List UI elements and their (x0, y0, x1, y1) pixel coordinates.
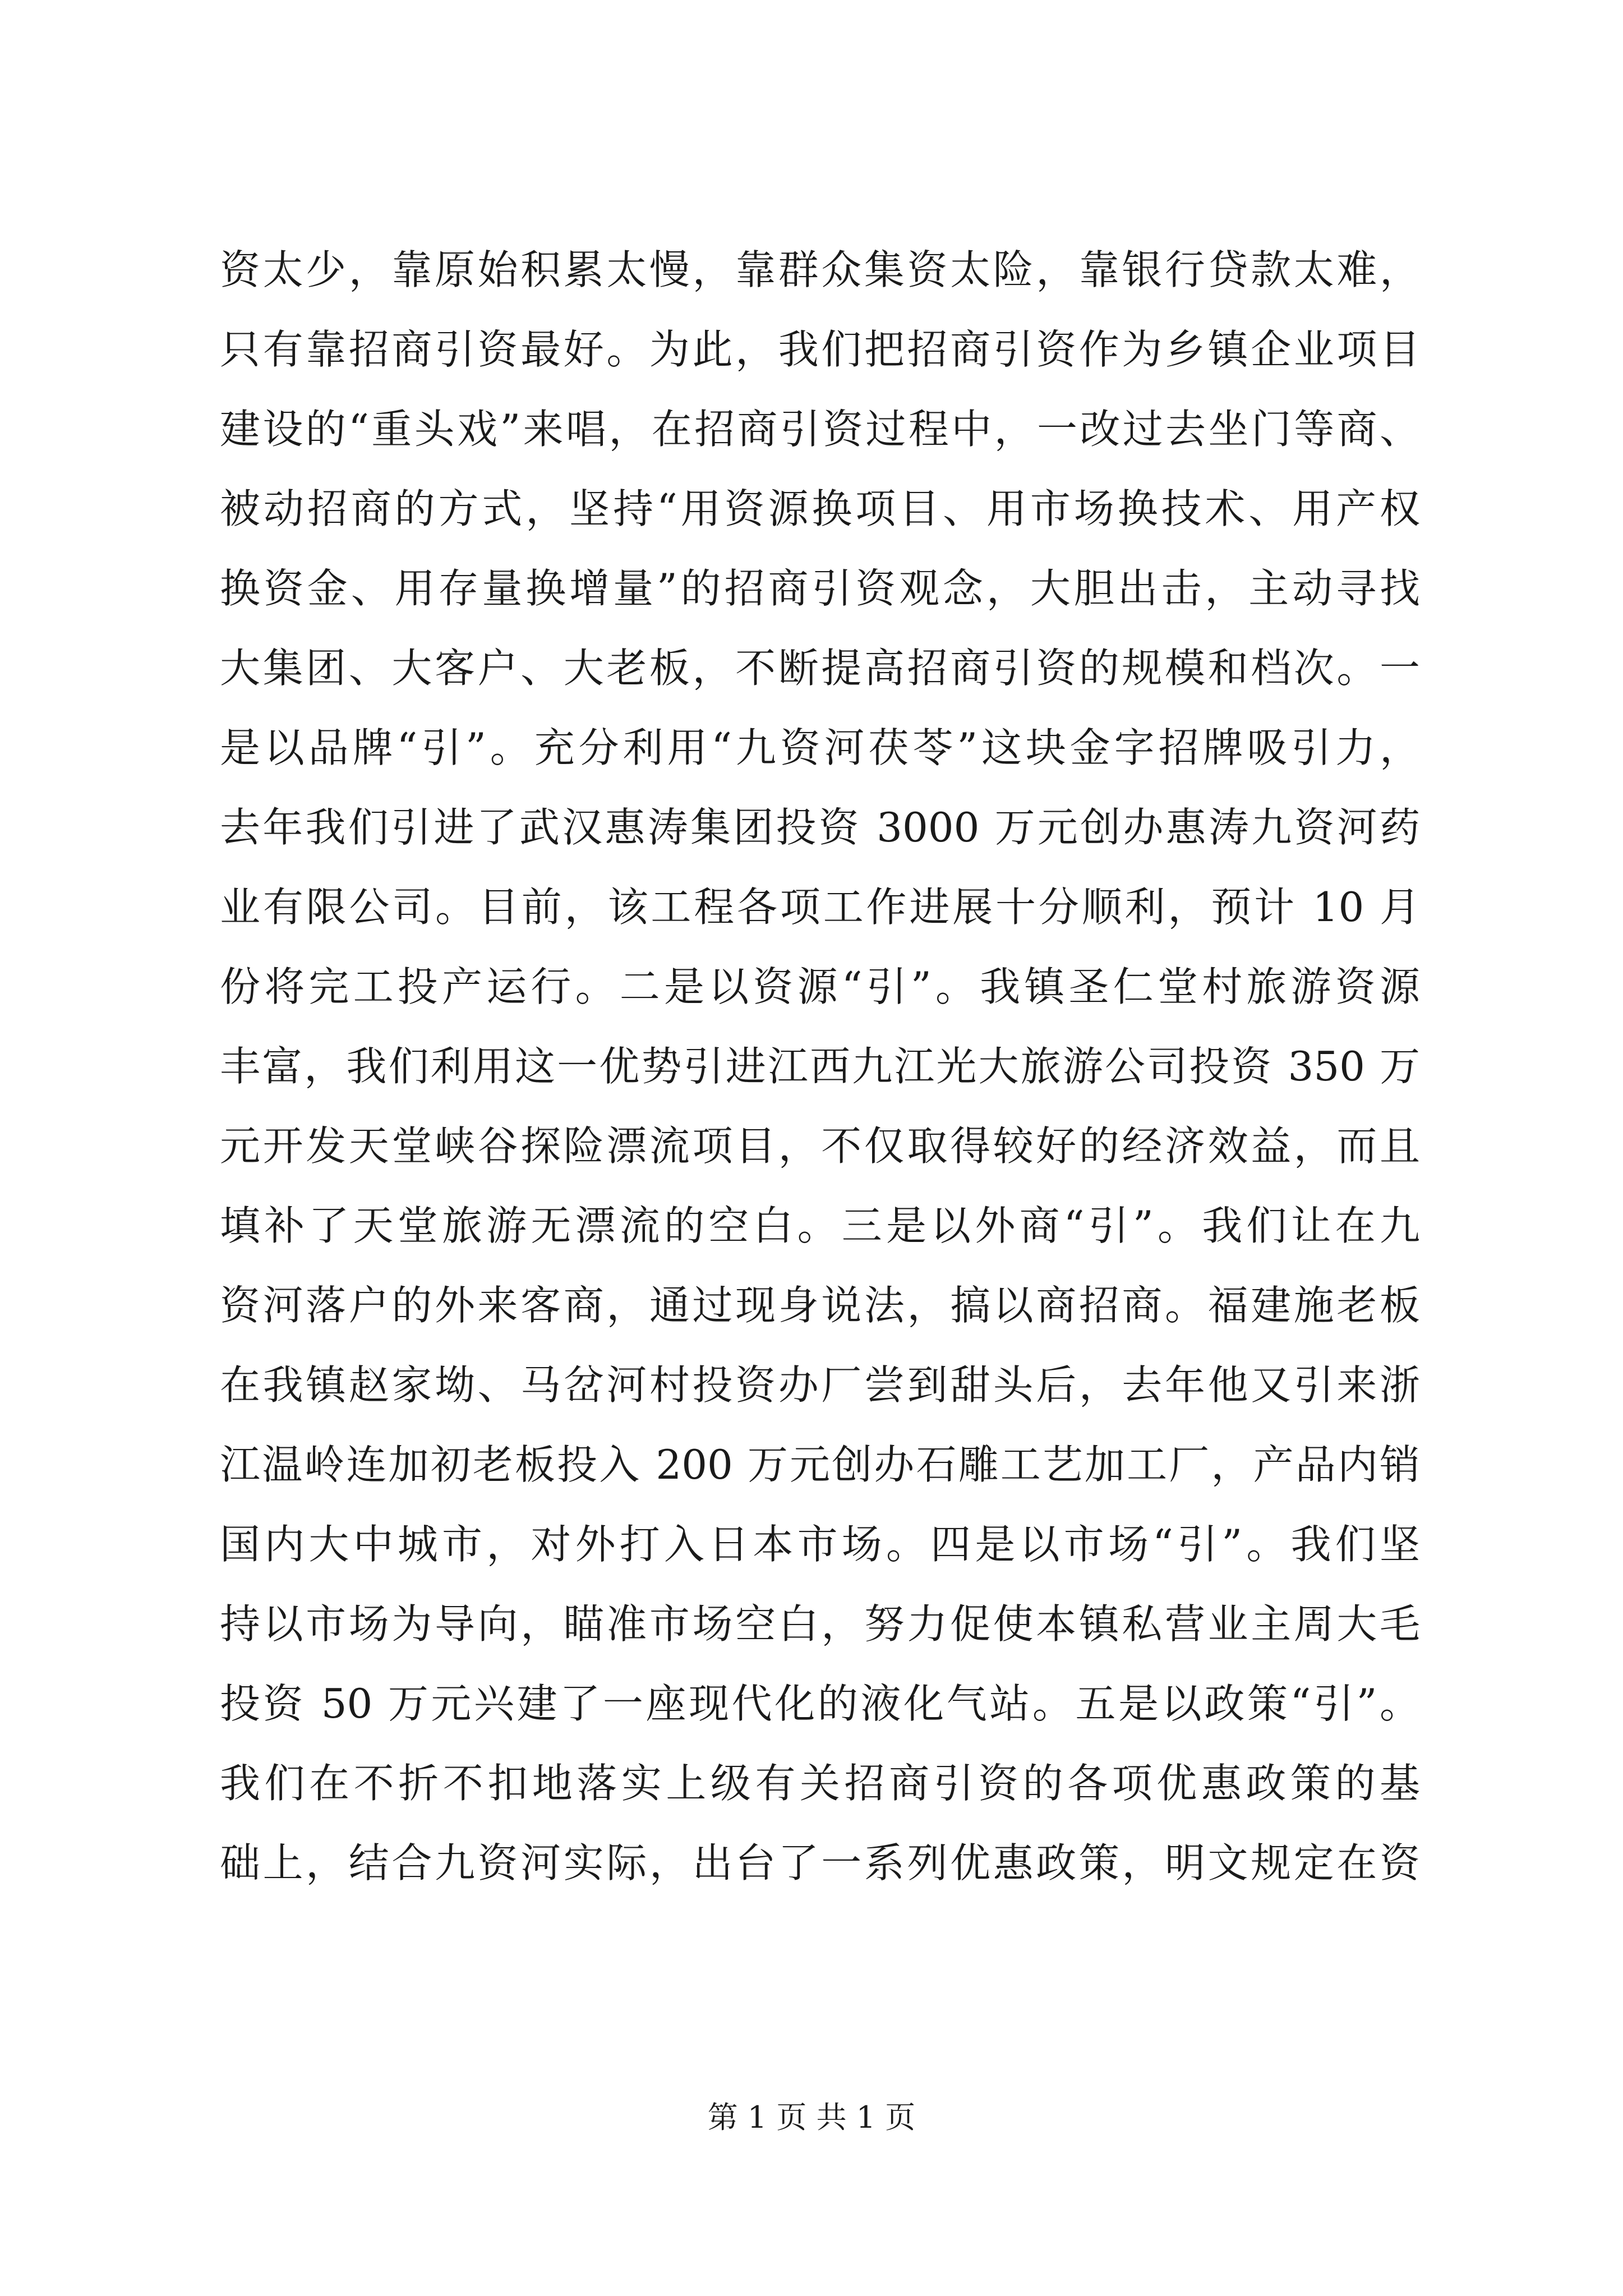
text-line: 填补了天堂旅游无漂流的空白。三是以外商“引”。我们让在九 (220, 1202, 1420, 1249)
text-line: 础上，结合九资河实际，出台了一系列优惠政策，明文规定在资 (220, 1839, 1420, 1887)
body-text (220, 230, 1420, 1903)
text-line: 是以品牌“引”。充分利用“九资河茯苓”这块金字招牌吸引力， (220, 724, 1420, 771)
text-line: 江温岭连加初老板投入 200 万元创办石雕工艺加工厂，产品内销 (220, 1441, 1420, 1488)
text-line: 投资 50 万元兴建了一座现代化的液化气站。五是以政策“引”。 (220, 1680, 1420, 1727)
text-line: 业有限公司。目前，该工程各项工作进展十分顺利，预计 10 月 (220, 884, 1420, 931)
page-number-label: 第 1 页 共 1 页 (707, 2100, 916, 2135)
text-line: 被动招商的方式，坚持“用资源换项目、用市场换技术、用产权 (220, 485, 1420, 532)
text-line: 资河落户的外来客商，通过现身说法，搞以商招商。福建施老板 (220, 1282, 1420, 1329)
page-footer (0, 2098, 1623, 2137)
text-line: 丰富，我们利用这一优势引进江西九江光大旅游公司投资 350 万 (220, 1043, 1420, 1090)
text-line: 换资金、用存量换增量”的招商引资观念，大胆出击，主动寻找 (220, 565, 1420, 612)
text-line: 资太少，靠原始积累太慢，靠群众集资太险，靠银行贷款太难， (220, 246, 1420, 293)
text-line: 大集团、大客户、大老板，不断提高招商引资的规模和档次。一 (220, 645, 1420, 692)
text-line: 去年我们引进了武汉惠涛集团投资 3000 万元创办惠涛九资河药 (220, 804, 1420, 851)
text-line: 元开发天堂峡谷探险漂流项目，不仅取得较好的经济效益，而且 (220, 1122, 1420, 1170)
text-line: 建设的“重头戏”来唱，在招商引资过程中，一改过去坐门等商、 (220, 406, 1420, 453)
text-line: 份将完工投产运行。二是以资源“引”。我镇圣仁堂村旅游资源 (220, 963, 1420, 1010)
text-line: 只有靠招商引资最好。为此，我们把招商引资作为乡镇企业项目 (220, 326, 1420, 373)
text-line: 我们在不折不扣地落实上级有关招商引资的各项优惠政策的基 (220, 1760, 1420, 1807)
text-line: 持以市场为导向，瞄准市场空白，努力促使本镇私营业主周大毛 (220, 1600, 1420, 1648)
text-line: 在我镇赵家坳、马岔河村投资办厂尝到甜头后，去年他又引来浙 (220, 1361, 1420, 1409)
text-line: 国内大中城市，对外打入日本市场。四是以市场“引”。我们坚 (220, 1521, 1420, 1568)
